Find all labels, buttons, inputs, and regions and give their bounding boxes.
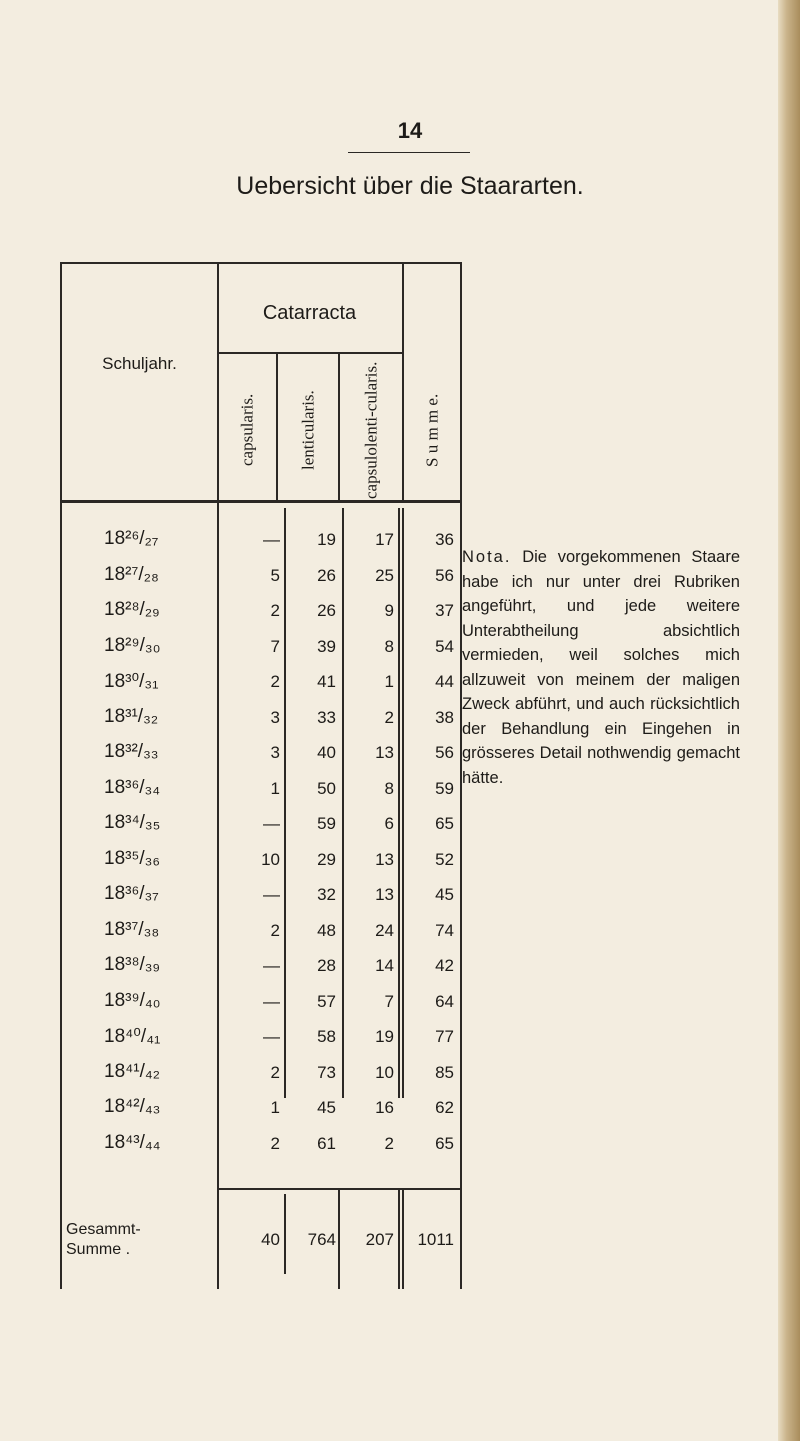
cell-lenticularis: 32 xyxy=(317,885,336,904)
row-year: 18⁴¹/₄₂ xyxy=(104,1060,161,1082)
cell-summe: 64 xyxy=(435,991,454,1011)
cell-lenticularis: 73 xyxy=(317,1062,336,1082)
cell-lenticularis: 19 xyxy=(317,530,336,549)
col-divider-4 xyxy=(402,264,404,500)
total-label xyxy=(66,1220,216,1260)
cell-capsulolenticularis: 13 xyxy=(375,743,394,762)
cell-summe: 37 xyxy=(435,601,454,620)
cell-capsulolenticularis: 17 xyxy=(375,530,394,549)
cell-summe: 36 xyxy=(435,530,454,549)
note-lead: Nota. xyxy=(462,548,512,566)
total-capsulolenticularis: 207 xyxy=(365,1230,394,1249)
col-divider-1 xyxy=(217,264,219,1289)
page-edge-shadow xyxy=(778,0,800,1441)
cell-lenticularis: 39 xyxy=(317,636,336,656)
page-number-rule xyxy=(348,152,470,153)
col-divider-2 xyxy=(276,352,278,500)
col-header-summe: S u m m e. xyxy=(422,393,442,467)
cell-capsulolenticularis: 1 xyxy=(384,672,394,691)
header-bottom-rule xyxy=(62,500,460,503)
row-year: 18²⁶/₂₇ xyxy=(104,528,159,549)
total-lenticularis: 764 xyxy=(307,1230,336,1249)
cell-lenticularis: 58 xyxy=(317,1027,336,1046)
total-col-line-d xyxy=(402,1188,404,1289)
cell-summe: 74 xyxy=(435,920,454,940)
cell-summe: 56 xyxy=(435,743,454,762)
header-school-year: Schuljahr. xyxy=(102,354,177,373)
cell-capsularis: — xyxy=(263,885,280,904)
header-catarracta: Catarracta xyxy=(262,302,357,324)
cell-summe: 85 xyxy=(435,1062,454,1082)
cell-capsularis: — xyxy=(263,1027,280,1046)
row-year: 18³¹/₃₂ xyxy=(104,705,159,727)
row-year: 18⁴²/₄₃ xyxy=(104,1096,161,1117)
cell-summe: 54 xyxy=(435,636,454,656)
row-year: 18³⁶/₃₄ xyxy=(104,776,161,798)
col-header-lenticularis: lenticularis. xyxy=(298,390,318,470)
cell-capsularis: 2 xyxy=(270,1133,280,1153)
row-year: 18³²/₃₃ xyxy=(104,741,159,762)
cell-capsularis: 2 xyxy=(270,920,280,940)
row-year: 18³⁸/₃₉ xyxy=(104,954,161,975)
cell-capsulolenticularis: 10 xyxy=(375,1062,394,1082)
cell-capsularis: 3 xyxy=(270,743,280,762)
cell-capsulolenticularis: 8 xyxy=(384,636,394,656)
cell-lenticularis: 40 xyxy=(317,743,336,762)
row-year: 18²⁹/₃₀ xyxy=(104,634,161,656)
cell-capsularis: — xyxy=(263,956,280,975)
cell-lenticularis: 59 xyxy=(317,814,336,833)
staararten-table xyxy=(60,262,462,1289)
cell-capsularis: 10 xyxy=(261,849,280,869)
cell-lenticularis: 33 xyxy=(317,707,336,727)
cell-lenticularis: 26 xyxy=(317,601,336,620)
total-label-line2: Summe . xyxy=(66,1241,131,1258)
cell-summe: 38 xyxy=(435,707,454,727)
col-header-capsulolenticularis: capsulolenti-cularis. xyxy=(361,361,381,499)
cell-summe: 56 xyxy=(435,565,454,585)
row-year: 18⁴⁰/₄₁ xyxy=(104,1026,161,1047)
cell-summe: 59 xyxy=(435,778,454,798)
group-header-rule xyxy=(217,352,402,354)
cell-summe: 77 xyxy=(435,1027,454,1046)
cell-capsularis: 7 xyxy=(270,636,280,656)
cell-capsulolenticularis: 13 xyxy=(375,885,394,904)
row-year: 18³⁷/₃₈ xyxy=(104,918,160,940)
row-year: 18³⁰/₃₁ xyxy=(104,671,159,692)
total-capsularis: 40 xyxy=(261,1230,280,1249)
cell-capsulolenticularis: 2 xyxy=(384,1133,394,1153)
cell-capsularis: 2 xyxy=(270,672,280,691)
cell-summe: 45 xyxy=(435,885,454,904)
cell-capsulolenticularis: 16 xyxy=(375,1098,394,1117)
cell-capsularis: 1 xyxy=(270,778,280,798)
col-header-capsularis: capsularis. xyxy=(237,393,257,467)
row-year: 18³⁵/₃₆ xyxy=(104,847,161,869)
cell-capsulolenticularis: 7 xyxy=(384,991,394,1011)
col-divider-3 xyxy=(338,352,340,500)
row-year: 18²⁷/₂₈ xyxy=(104,563,159,585)
row-year: 18³⁹/₄₀ xyxy=(104,989,161,1011)
cell-summe: 52 xyxy=(435,849,454,869)
cell-capsulolenticularis: 14 xyxy=(375,956,394,975)
cell-capsulolenticularis: 13 xyxy=(375,849,394,869)
cell-capsulolenticularis: 19 xyxy=(375,1027,394,1046)
body-col-line-c xyxy=(398,508,400,1098)
cell-lenticularis: 28 xyxy=(317,956,336,975)
row-year: 18⁴³/₄₄ xyxy=(104,1131,161,1153)
cell-capsulolenticularis: 25 xyxy=(375,565,394,585)
cell-summe: 44 xyxy=(435,672,454,691)
total-col-line-c xyxy=(398,1188,400,1289)
cell-lenticularis: 61 xyxy=(317,1133,336,1153)
cell-capsularis: 2 xyxy=(270,601,280,620)
cell-lenticularis: 41 xyxy=(317,672,336,691)
page-number: 14 xyxy=(397,118,423,143)
cell-capsularis: — xyxy=(263,991,280,1011)
row-year: 18³⁴/₃₅ xyxy=(104,812,161,833)
cell-capsularis: — xyxy=(263,814,280,833)
page-title: Uebersicht über die Staararten. xyxy=(236,172,584,200)
cell-capsulolenticularis: 8 xyxy=(384,778,394,798)
cell-summe: 62 xyxy=(435,1098,454,1117)
row-year: 18³⁶/₃₇ xyxy=(104,883,159,904)
cell-summe: 42 xyxy=(435,956,454,975)
note-paragraph xyxy=(462,545,740,790)
cell-capsularis: 5 xyxy=(270,565,280,585)
cell-summe: 65 xyxy=(435,1133,454,1153)
cell-lenticularis: 48 xyxy=(317,920,336,940)
total-label-line1: Gesammt- xyxy=(66,1221,141,1238)
cell-capsulolenticularis: 2 xyxy=(384,707,394,727)
cell-capsularis: 3 xyxy=(270,707,280,727)
cell-lenticularis: 26 xyxy=(317,565,336,585)
cell-capsularis: 1 xyxy=(270,1098,280,1117)
cell-lenticularis: 57 xyxy=(317,991,336,1011)
cell-lenticularis: 29 xyxy=(317,849,336,869)
cell-capsulolenticularis: 24 xyxy=(375,920,394,940)
cell-lenticularis: 45 xyxy=(317,1098,336,1117)
body-col-line-d xyxy=(402,508,404,1098)
total-col-line-b xyxy=(338,1188,340,1289)
row-year: 18²⁸/₂₉ xyxy=(104,599,160,620)
cell-summe: 65 xyxy=(435,814,454,833)
note-text: Die vorgekommenen Staare habe ich nur unter drei Rubriken angeführt, und jede weitere Unterabtheilung absichtlich vermieden, weil solches mich allzuweit von meinem der maligen Zweck abführt, und auch rücksichtlich der Behandlung ein Eingehen in grösseres Detail nothwendig gemacht hätte. xyxy=(462,548,740,787)
cell-capsularis: 2 xyxy=(270,1062,280,1082)
cell-capsularis: — xyxy=(263,530,280,549)
cell-capsulolenticularis: 6 xyxy=(384,814,394,833)
cell-capsulolenticularis: 9 xyxy=(384,601,394,620)
cell-lenticularis: 50 xyxy=(317,778,336,798)
total-summe: 1011 xyxy=(417,1230,454,1249)
